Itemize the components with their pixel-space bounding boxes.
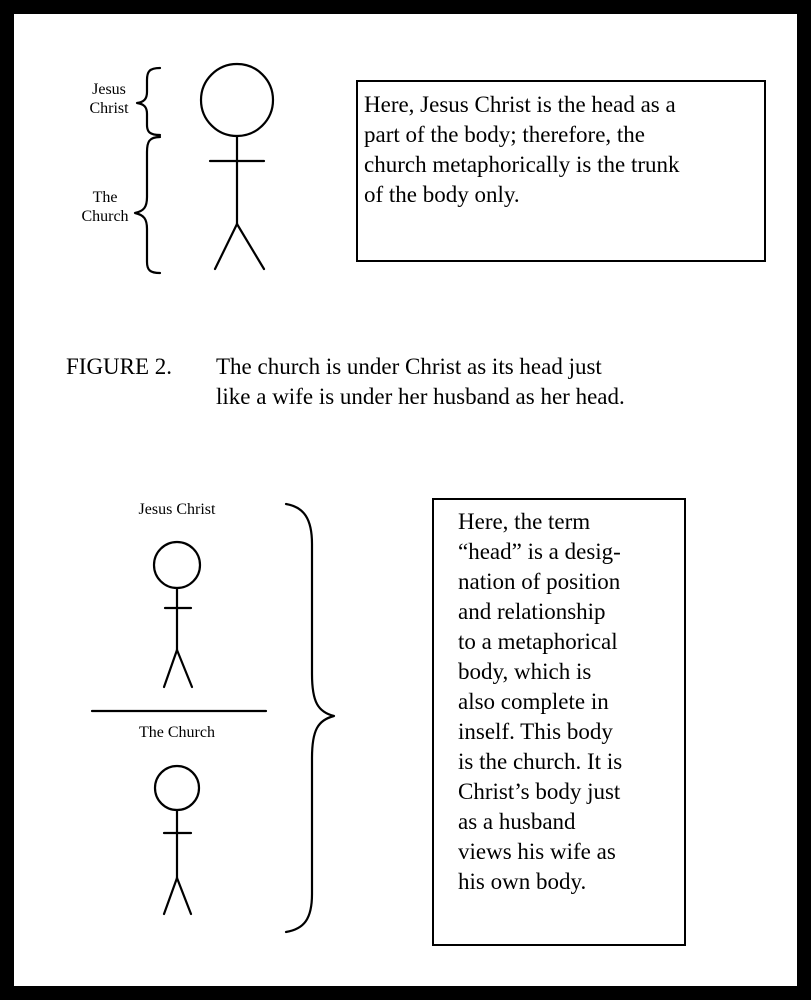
brace-large-right xyxy=(286,504,334,932)
description-bottom-line: is the church. It is xyxy=(458,749,623,774)
description-bottom-line: body, which is xyxy=(458,659,592,684)
label-jesus-line1: Jesus xyxy=(92,81,126,98)
stick-figure-lower-left-leg xyxy=(164,878,177,914)
description-box-top xyxy=(356,80,766,262)
stick-figure-upper-left-leg xyxy=(164,650,177,687)
description-top-line: part of the body; therefore, the xyxy=(364,122,645,147)
stick-figure-lower-head xyxy=(155,766,199,810)
stick-figure-whole xyxy=(201,64,273,269)
label-the-church-bottom: The Church xyxy=(139,724,215,741)
description-bottom-line: Here, the term xyxy=(458,509,591,534)
description-bottom-line: to a metaphorical xyxy=(458,629,618,654)
figure-number: FIGURE 2. xyxy=(66,354,173,379)
caption-line1: The church is under Christ as its head just xyxy=(216,354,602,379)
description-bottom-line: inself. This body xyxy=(458,719,613,744)
description-top-line: church metaphorically is the trunk xyxy=(364,152,680,177)
page xyxy=(14,14,797,986)
description-bottom-line: nation of position xyxy=(458,569,621,594)
stick-figure-lower-right-leg xyxy=(177,878,191,914)
label-jesus-christ-top xyxy=(74,80,144,118)
description-bottom-line: Christ’s body just xyxy=(458,779,621,804)
description-top-line: Here, Jesus Christ is the head as a xyxy=(364,92,676,117)
caption-line2: like a wife is under her husband as her head. xyxy=(216,384,625,409)
figure-caption xyxy=(66,352,625,412)
label-the-line1: The xyxy=(92,189,118,206)
label-christ-line2: Christ xyxy=(89,100,129,117)
label-jesus-christ-bottom: Jesus Christ xyxy=(138,501,216,518)
description-bottom-line: and relationship xyxy=(458,599,606,624)
stick-figure-head xyxy=(201,64,273,136)
label-the-church-top xyxy=(70,188,140,226)
stick-figure-left-leg xyxy=(215,224,237,269)
description-bottom-line: also complete in xyxy=(458,689,609,714)
stick-figure-upper-right-leg xyxy=(177,650,192,687)
description-top-line: of the body only. xyxy=(364,182,520,207)
description-bottom-line: his own body. xyxy=(458,869,587,894)
description-bottom-line: as a husband xyxy=(458,809,576,834)
description-box-bottom xyxy=(432,498,686,946)
description-bottom-line: “head” is a desig- xyxy=(458,539,621,564)
label-church-line2: Church xyxy=(81,208,129,225)
stick-figure-right-leg xyxy=(237,224,264,269)
stick-figure-lower xyxy=(155,766,199,914)
stick-figure-upper xyxy=(154,542,200,687)
description-bottom-line: views his wife as xyxy=(458,839,616,864)
stick-figure-upper-head xyxy=(154,542,200,588)
